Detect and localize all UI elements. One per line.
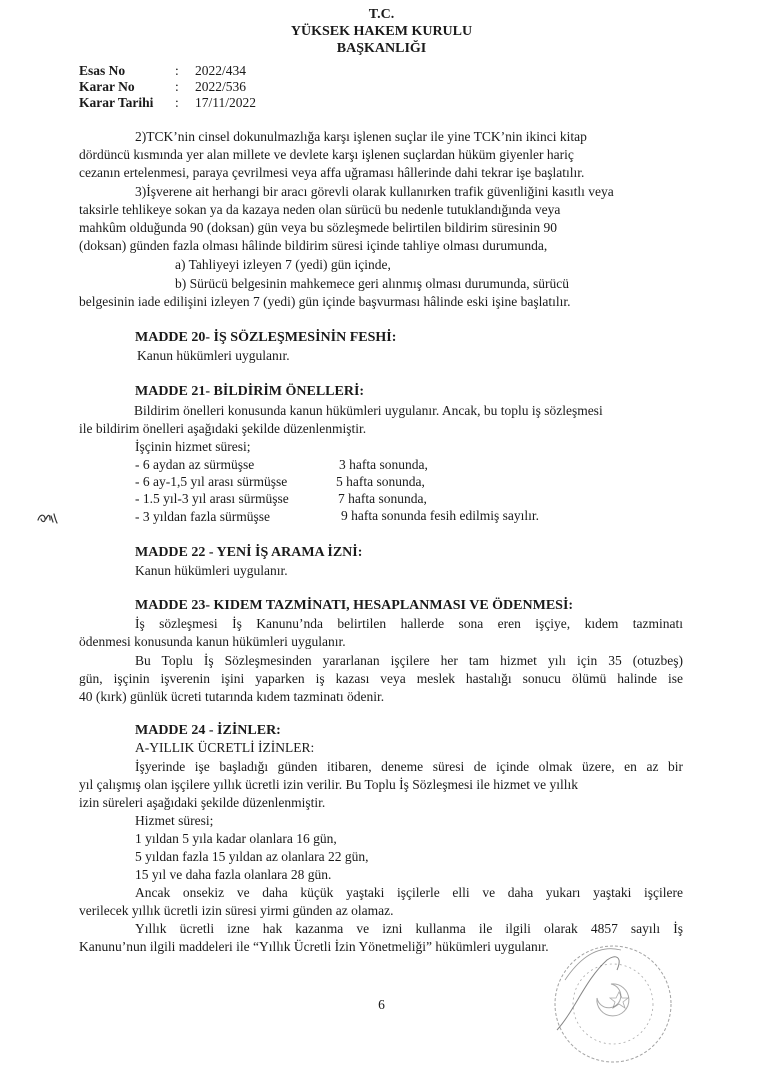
article-24-line: Kanunu’nun ilgili maddeleri ile “Yıllık Ücretli İzin Yönetmeliği” hükümleri uygulanır. [79,939,549,954]
article-23-line: Bu Toplu İş Sözleşmesinden yararlanan işçilere her tam hizmet yılı için 35 (otuzbeş) [135,653,683,668]
article-23-title: MADDE 23- KIDEM TAZMİNATI, HESAPLANMASI VE ÖDENMESİ: [135,598,574,613]
item-a-line: a) Tahliyeyi izleyen 7 (yedi) gün içinde, [175,257,391,272]
notice-duration: 9 hafta sonunda fesih edilmiş sayılır. [341,508,539,523]
esas-row [79,63,256,79]
tarih-row [79,95,256,111]
article-23-line: İş sözleşmesi İş Kanunu’nda belirtilen hallerde sona eren işçiye, kıdem tazminatı [135,616,683,631]
paragraph-2-line: dördüncü kısmında yer alan millete ve devlete karşı işlenen suçlardan hüküm giyenler hariç [79,147,574,162]
initials-mark [36,508,58,526]
item-b-line: b) Sürücü belgesinin mahkemece geri alınmış olması durumunda, sürücü [175,276,570,291]
article-24-subtitle: A-YILLIK ÜCRETLİ İZİNLER: [135,740,315,755]
tarih-separator: : [175,95,179,110]
article-24-line: yıl çalışmış olan işçilere yıllık ücretli izin verilir. Bu Toplu İş Sözleşmesi ile hizmet ve yıllık [79,777,578,792]
case-info [79,63,256,111]
paragraph-3-line: 3)İşverene ait herhangi bir aracı görevli olarak kullanırken trafik güvenliğini kasıtlı veya [135,184,614,199]
article-23-line: 40 (kırk) günlük ücreti tutarında kıdem tazminatı ödenir. [79,689,385,704]
official-stamp [545,940,675,1070]
article-23-line: ödenmesi konusunda kanun hükümleri uygulanır. [79,634,346,649]
leave-tier: 1 yıldan 5 yıla kadar olanlara 16 gün, [135,831,337,846]
paragraph-2-line: 2)TCK’nin cinsel dokunulmazlığa karşı işlenen suçlar ile yine TCK’nin ikinci kitap [135,129,587,144]
article-21-title: MADDE 21- BİLDİRİM ÖNELLERİ: [135,384,365,399]
article-22-title: MADDE 22 - YENİ İŞ ARAMA İZNİ: [135,545,363,560]
paragraph-3-line: (doksan) günden fazla olması hâlinde bildirim süresi içinde tahliye olması durumunda, [79,238,548,253]
notice-duration: 5 hafta sonunda, [336,474,425,489]
article-24-line: verilecek yıllık ücretli izin süresi yirmi günden az olamaz. [79,903,394,918]
article-21-line: Bildirim önelleri konusunda kanun hükümleri uygulanır. Ancak, bu toplu iş sözleşmesi [134,403,603,418]
notice-duration: 7 hafta sonunda, [338,491,427,506]
header-tc: T.C. [368,7,395,22]
notice-period: - 6 ay-1,5 yıl arası sürmüşse [135,474,288,489]
notice-period: - 1.5 yıl-3 yıl arası sürmüşse [135,491,289,506]
article-24-line: Ancak onsekiz ve daha küçük yaştaki işçilerle elli ve daha yukarı yaştaki işçilere [135,885,683,900]
esas-label: Esas No [79,63,126,78]
header-institution: YÜKSEK HAKEM KURULU [290,24,473,39]
karar-label: Karar No [79,79,135,94]
tarih-value: 17/11/2022 [195,95,257,110]
esas-separator: : [175,63,179,78]
article-24-line: Yıllık ücretli izne hak kazanma ve izni kullanma ile ilgili olarak 4857 sayılı İş [135,921,683,936]
tarih-label: Karar Tarihi [79,95,154,110]
article-20-title: MADDE 20- İŞ SÖZLEŞMESİNİN FESHİ: [135,330,397,345]
paragraph-3-line: taksirle tehlikeye sokan ya da kazaya neden olan sürücü bu nedenle tutuklandığında veya [79,202,561,217]
leave-tier: 5 yıldan fazla 15 yıldan az olanlara 22 gün, [135,849,369,864]
karar-separator: : [175,79,179,94]
article-24-title: MADDE 24 - İZİNLER: [135,723,281,738]
article-21-line: İşçinin hizmet süresi; [135,439,251,454]
leave-tier: 15 yıl ve daha fazla olanlara 28 gün. [135,867,332,882]
article-21-line: ile bildirim önelleri aşağıdaki şekilde düzenlenmiştir. [79,421,367,436]
page-number: 6 [378,997,385,1012]
article-20-text: Kanun hükümleri uygulanır. [137,348,290,363]
notice-period: - 6 aydan az sürmüşse [135,457,255,472]
article-24-line: Hizmet süresi; [135,813,214,828]
article-24-line: izin süreleri aşağıdaki şekilde düzenlenmiştir. [79,795,326,810]
karar-value: 2022/536 [195,79,247,94]
article-22-text: Kanun hükümleri uygulanır. [135,563,288,578]
paragraph-2-line: cezanın ertelenmesi, paraya çevrilmesi veya affa uğraması hâllerinde dahi tekrar işe başlatılır. [79,165,585,180]
paragraph-3-line: mahkûm olduğunda 90 (doksan) gün veya bu sözleşmede belirtilen bildirim süresinin 90 [79,220,558,235]
notice-period: - 3 yıldan fazla sürmüşse [135,509,270,524]
notice-duration: 3 hafta sonunda, [339,457,428,472]
item-b-line: belgesinin iade edilişini izleyen 7 (yedi) gün içinde başvurması hâlinde eski işine başlatılır. [79,294,571,309]
article-24-line: İşyerinde işe başladığı günden itibaren, deneme süresi de içinde olmak üzere, en az bir [135,759,683,774]
esas-value: 2022/434 [195,63,247,78]
karar-row [79,79,256,95]
article-23-line: gün, işçinin işverenin işini yaparken iş kazası veya meslek hastalığı sonucu ölümü halinde ise [79,671,683,686]
header-office: BAŞKANLIĞI [336,41,427,56]
